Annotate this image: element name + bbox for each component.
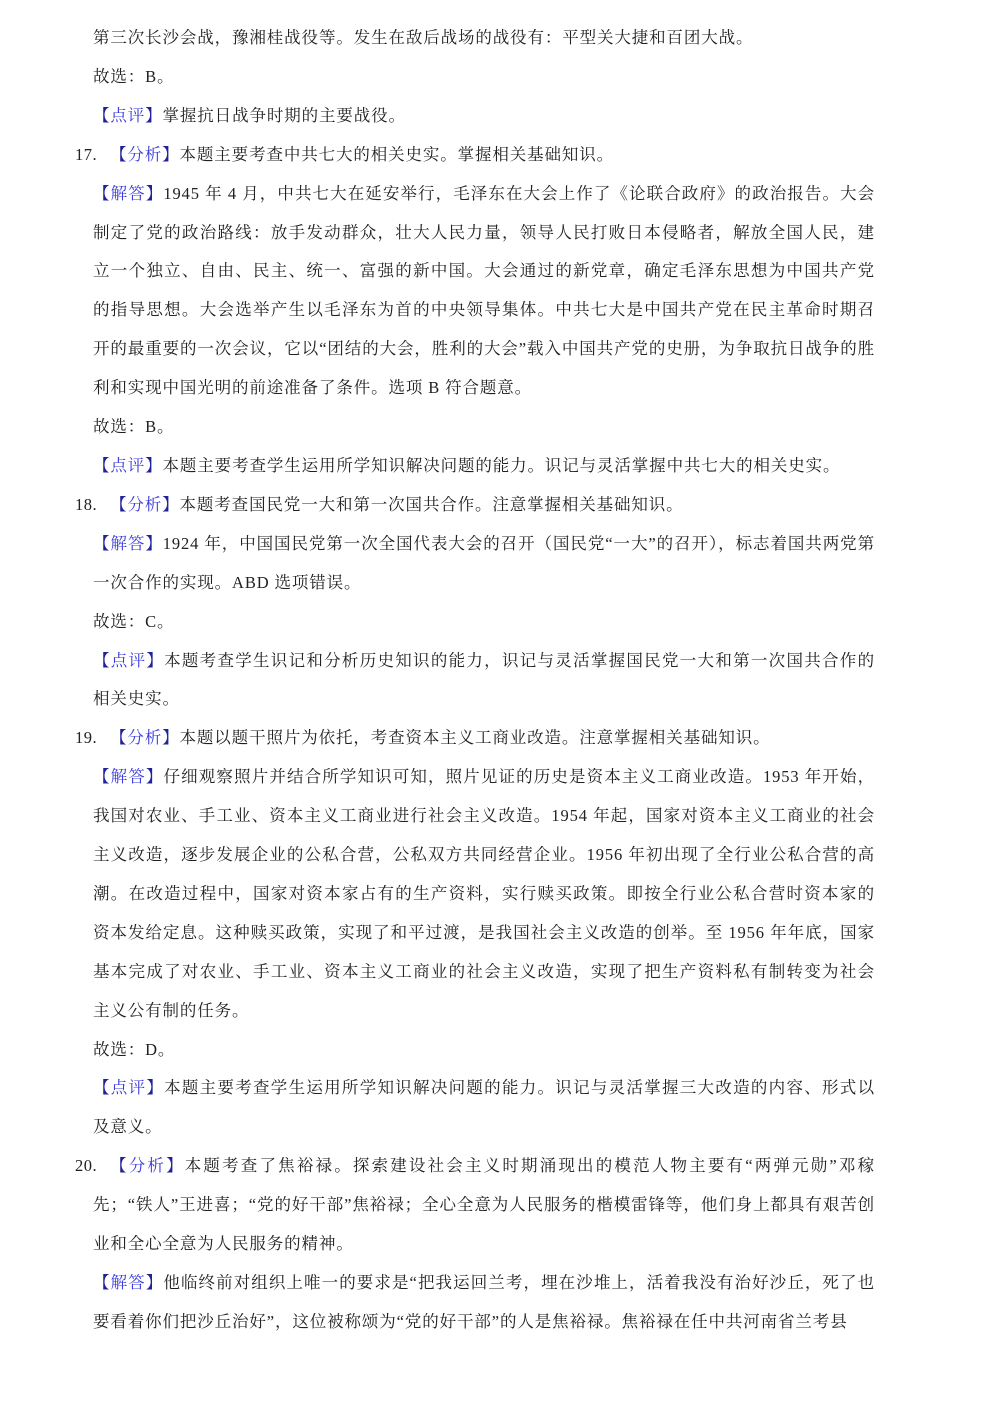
comment-tag <box>93 651 164 670</box>
comment-tag-label: 点评 <box>110 105 146 125</box>
analysis-tag <box>110 728 180 747</box>
q18-choice-text: 故选：C。 <box>93 611 175 631</box>
tag-open-bracket: 【 <box>93 650 111 670</box>
analysis-tag-label: 分析 <box>128 1156 167 1176</box>
q19-choice-text: 故选：D。 <box>93 1039 176 1059</box>
analysis-tag <box>110 145 180 164</box>
tag-close-bracket: 】 <box>145 455 163 475</box>
q18-analysis-paragraph <box>75 486 875 525</box>
comment-tag <box>93 106 163 125</box>
answer-tag <box>93 1273 163 1292</box>
q16-answer-text: 第三次长沙会战，豫湘桂战役等。发生在敌后战场的战役有：平型关大捷和百团大战。 <box>93 28 754 47</box>
answer-tag <box>93 767 164 786</box>
tag-close-bracket: 】 <box>145 1273 164 1292</box>
analysis-tag-label: 分析 <box>127 728 163 748</box>
q19-number: 19. <box>75 728 98 748</box>
q17-answer-paragraph <box>93 175 875 408</box>
q20-number: 20. <box>75 1156 98 1176</box>
q19-answer-text: 仔细观察照片并结合所学知识可知，照片见证的历史是资本主义工商业改造。1953 年开始，我国对农业、手工业、资本主义工商业进行社会主义改造。1954 年起，国家对资本主义工商业的社会主义改造，逐步发展企业的公私合营，公私双方共同经营企业。1956 年初出现了全行业公私合营的高潮。在改造过程中，国家对资本家占有的生产资料，实行赎买政策。即按全行业公私合营时资本家的资本发给定息。这种赎买政策，实现了和平过渡，是我国社会主义改造的创举。至 1956 年年底，国家基本完成了对农业、手工业、资本主义工商业的社会主义改造，实现了把生产资料私有制转变为社会主义公有制的任务。 <box>93 767 875 1020</box>
tag-close-bracket: 】 <box>146 1078 165 1098</box>
analysis-tag <box>110 1156 185 1175</box>
q18-answer-text: 1924 年，中国国民党第一次全国代表大会的召开（国民党“一大”的召开），标志着国共两党第一次合作的实现。ABD 选项错误。 <box>93 533 875 592</box>
q19-choice-line <box>93 1031 875 1070</box>
analysis-tag-label: 分析 <box>127 494 163 514</box>
tag-close-bracket: 】 <box>145 767 164 787</box>
tag-open-bracket: 【 <box>93 1078 111 1098</box>
q19-analysis-text: 本题以题干照片为依托，考查资本主义工商业改造。注意掌握相关基础知识。 <box>179 728 771 748</box>
q20-answer-paragraph <box>93 1264 875 1342</box>
answer-tag-label: 解答 <box>110 1273 146 1292</box>
q16-comment-text: 掌握抗日战争时期的主要战役。 <box>162 105 406 125</box>
q20-analysis-text: 本题考查了焦裕禄。探索建设社会主义时期涌现出的模范人物主要有“两弹元勋”邓稼先；“铁人”王进喜；“党的好干部”焦裕禄；全心全意为人民服务的楷模雷锋等，他们身上都具有艰苦创业和全心全意为人民服务的精神。 <box>93 1156 875 1254</box>
tag-open-bracket: 【 <box>110 1156 129 1176</box>
tag-close-bracket: 】 <box>145 183 164 203</box>
q19-comment-paragraph <box>93 1069 875 1147</box>
q16-answer-continuation <box>93 19 875 58</box>
comment-tag-label: 点评 <box>110 1078 147 1098</box>
answer-tag-label: 解答 <box>110 533 146 553</box>
tag-close-bracket: 】 <box>146 650 165 670</box>
tag-open-bracket: 【 <box>110 144 128 164</box>
q18-answer-paragraph <box>93 525 875 603</box>
q18-choice-line <box>93 603 875 642</box>
q18-comment-text: 本题考查学生识记和分析历史知识的能力，识记与灵活掌握国民党一大和第一次国共合作的相关史实。 <box>93 650 875 709</box>
answer-tag-label: 解答 <box>110 183 146 203</box>
tag-close-bracket: 】 <box>162 144 180 164</box>
q17-choice-text: 故选：B。 <box>93 417 175 437</box>
tag-open-bracket: 【 <box>93 183 111 203</box>
q19-answer-paragraph <box>93 758 875 1030</box>
q17-choice-line <box>93 408 875 447</box>
tag-close-bracket: 】 <box>166 1156 185 1176</box>
comment-tag-label: 点评 <box>110 455 146 475</box>
q16-choice-text: 故选：B。 <box>93 66 175 86</box>
q18-analysis-text: 本题考查国民党一大和第一次国共合作。注意掌握相关基础知识。 <box>179 494 684 514</box>
tag-close-bracket: 】 <box>162 494 180 514</box>
tag-open-bracket: 【 <box>93 455 111 475</box>
q16-choice-line <box>93 58 875 97</box>
q17-answer-text: 1945 年 4 月，中共七大在延安举行，毛泽东在大会上作了《论联合政府》的政治报告。大会制定了党的政治路线：放手发动群众，壮大人民力量，领导人民打败日本侵略者，解放全国人民，建立一个独立、自由、民主、统一、富强的新中国。大会通过的新党章，确定毛泽东思想为中国共产党的指导思想。大会选举产生以毛泽东为首的中央领导集体。中共七大是中国共产党在民主革命时期召开的最重要的一次会议，它以“团结的大会，胜利的大会”载入中国共产党的史册，为争取抗日战争的胜利和实现中国光明的前途准备了条件。选项 B 符合题意。 <box>93 183 875 398</box>
answer-tag <box>93 534 163 553</box>
analysis-tag <box>110 495 180 514</box>
comment-tag-label: 点评 <box>110 650 147 670</box>
q18-number: 18. <box>75 494 98 514</box>
answer-tag <box>93 184 163 203</box>
q16-comment-paragraph <box>93 97 875 136</box>
q20-analysis-paragraph <box>75 1147 875 1264</box>
q20-answer-text: 他临终前对组织上唯一的要求是“把我运回兰考，埋在沙堆上，活着我没有治好沙丘，死了也要看着你们把沙丘治好”，这位被称颂为“党的好干部”的人是焦裕禄。焦裕禄在任中共河南省兰考县 <box>93 1273 875 1331</box>
tag-open-bracket: 【 <box>93 767 111 787</box>
q17-number: 17. <box>75 144 98 164</box>
analysis-tag-label: 分析 <box>127 144 163 164</box>
q19-analysis-paragraph <box>75 719 875 758</box>
tag-close-bracket: 】 <box>145 533 163 553</box>
q17-comment-text: 本题主要考查学生运用所学知识解决问题的能力。识记与灵活掌握中共七大的相关史实。 <box>162 455 841 475</box>
q19-comment-text: 本题主要考查学生运用所学知识解决问题的能力。识记与灵活掌握三大改造的内容、形式以及意义。 <box>93 1078 875 1137</box>
tag-open-bracket: 【 <box>93 1273 111 1292</box>
tag-open-bracket: 【 <box>110 494 128 514</box>
tag-open-bracket: 【 <box>93 533 111 553</box>
tag-close-bracket: 】 <box>145 105 163 125</box>
q17-analysis-paragraph <box>75 136 875 175</box>
tag-open-bracket: 【 <box>93 105 111 125</box>
q17-analysis-text: 本题主要考查中共七大的相关史实。掌握相关基础知识。 <box>179 144 615 164</box>
comment-tag <box>93 456 163 475</box>
tag-close-bracket: 】 <box>162 728 180 748</box>
tag-open-bracket: 【 <box>110 728 128 748</box>
answer-tag-label: 解答 <box>110 767 146 787</box>
comment-tag <box>93 1078 164 1097</box>
q17-comment-paragraph <box>93 447 875 486</box>
q18-comment-paragraph <box>93 642 875 720</box>
